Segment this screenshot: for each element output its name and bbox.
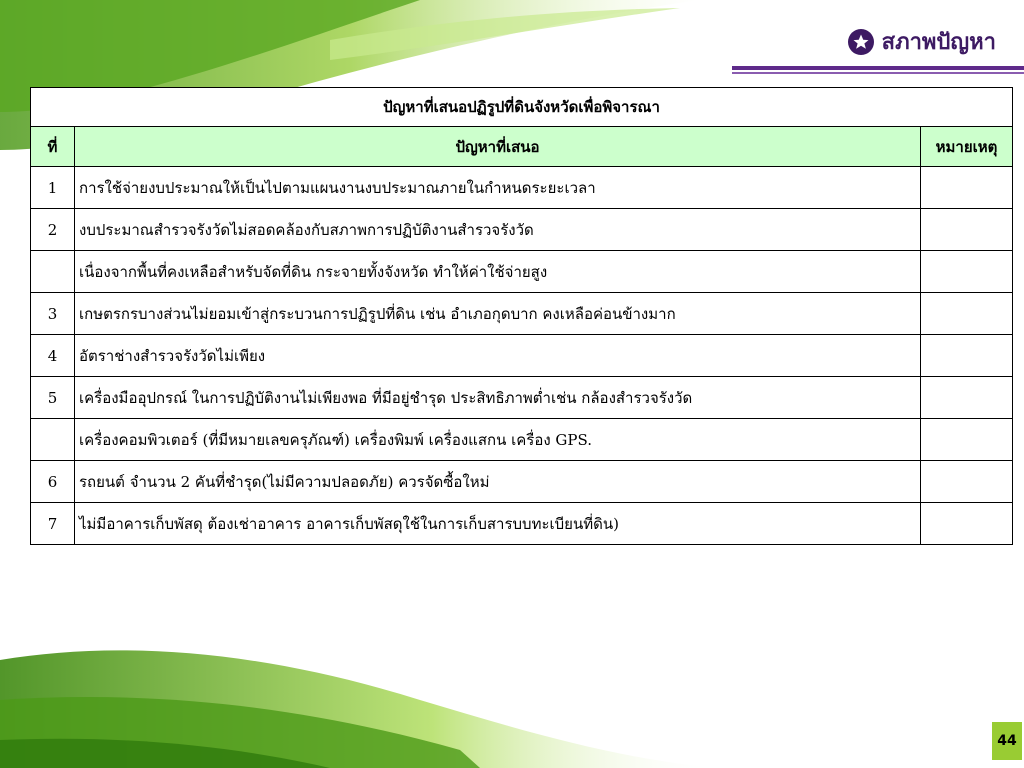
table-row — [31, 209, 1013, 251]
slide-title-group — [848, 24, 996, 59]
table-header-row — [31, 127, 1013, 167]
table-caption: ปัญหาที่เสนอปฏิรูปที่ดินจังหวัดเพื่อพิจารณา — [31, 88, 1013, 127]
issues-table — [30, 87, 1013, 545]
row-issue: รถยนต์ จำนวน 2 คันที่ชำรุด(ไม่มีความปลอดภัย) ควรจัดซื้อใหม่ — [75, 461, 921, 503]
row-note — [921, 461, 1013, 503]
row-num: 3 — [31, 293, 75, 335]
table-row — [31, 419, 1013, 461]
row-issue: เกษตรกรบางส่วนไม่ยอมเข้าสู่กระบวนการปฏิรูปที่ดิน เช่น อำเภอกุดบาก คงเหลือค่อนข้างมาก — [75, 293, 921, 335]
table-row — [31, 461, 1013, 503]
row-note — [921, 419, 1013, 461]
row-note — [921, 293, 1013, 335]
row-issue: เครื่องคอมพิวเตอร์ (ที่มีหมายเลขครุภัณฑ์) เครื่องพิมพ์ เครื่องแสกน เครื่อง GPS. — [75, 419, 921, 461]
row-note — [921, 335, 1013, 377]
star-icon — [848, 29, 874, 55]
row-issue: เนื่องจากพื้นที่คงเหลือสำหรับจัดที่ดิน กระจายทั้งจังหวัด ทำให้ค่าใช้จ่ายสูง — [75, 251, 921, 293]
row-note — [921, 503, 1013, 545]
table-row — [31, 293, 1013, 335]
table-row — [31, 377, 1013, 419]
row-num: 5 — [31, 377, 75, 419]
row-issue: ไม่มีอาคารเก็บพัสดุ ต้องเช่าอาคาร อาคารเก็บพัสดุใช้ในการเก็บสารบบทะเบียนที่ดิน) — [75, 503, 921, 545]
header-num: ที่ — [31, 127, 75, 167]
row-num — [31, 419, 75, 461]
table-row — [31, 167, 1013, 209]
table-row — [31, 251, 1013, 293]
row-num: 2 — [31, 209, 75, 251]
row-note — [921, 167, 1013, 209]
row-issue: เครื่องมืออุปกรณ์ ในการปฏิบัติงานไม่เพียงพอ ที่มีอยู่ชำรุด ประสิทธิภาพต่ำเช่น กล้องสำรวจรังวัด — [75, 377, 921, 419]
row-issue: อัตราช่างสำรวจรังวัดไม่เพียง — [75, 335, 921, 377]
row-note — [921, 251, 1013, 293]
title-underline-thin — [732, 72, 1024, 74]
page-number: 44 — [992, 722, 1022, 760]
row-issue: การใช้จ่ายงบประมาณให้เป็นไปตามแผนงานงบประมาณภายในกำหนดระยะเวลา — [75, 167, 921, 209]
table-row — [31, 335, 1013, 377]
table-row — [31, 503, 1013, 545]
row-num: 4 — [31, 335, 75, 377]
row-num — [31, 251, 75, 293]
row-note — [921, 377, 1013, 419]
row-issue: งบประมาณสำรวจรังวัดไม่สอดคล้องกับสภาพการปฏิบัติงานสำรวจรังวัด — [75, 209, 921, 251]
row-num: 7 — [31, 503, 75, 545]
row-num: 1 — [31, 167, 75, 209]
header-issue: ปัญหาที่เสนอ — [75, 127, 921, 167]
title-underline — [732, 66, 1024, 70]
row-num: 6 — [31, 461, 75, 503]
slide-title: สภาพปัญหา — [881, 29, 996, 55]
row-note — [921, 209, 1013, 251]
header-note: หมายเหตุ — [921, 127, 1013, 167]
